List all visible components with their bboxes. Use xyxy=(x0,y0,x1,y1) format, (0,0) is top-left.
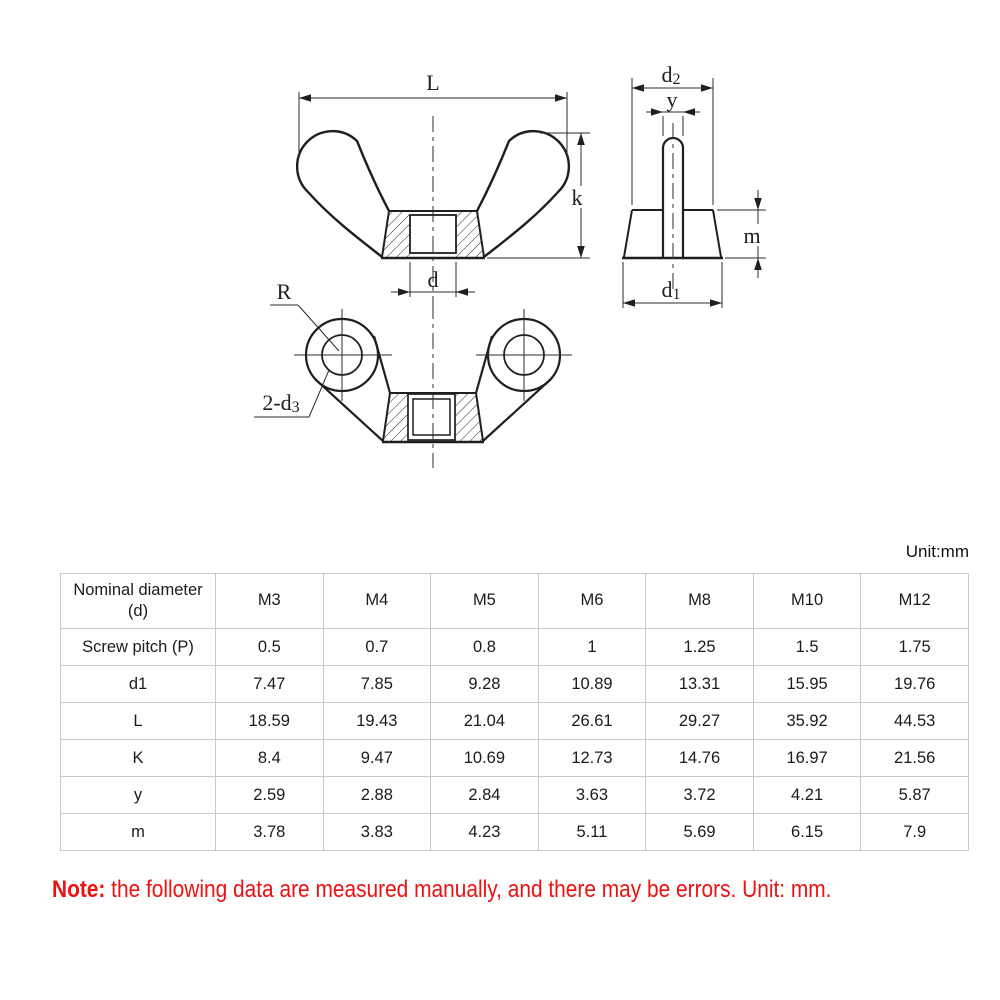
col-header-m12: M12 xyxy=(861,574,969,629)
unit-label: Unit:mm xyxy=(905,542,969,561)
cell: 9.28 xyxy=(431,666,539,703)
cell: 19.43 xyxy=(323,703,431,740)
dim-label-d1: d1 xyxy=(661,277,681,303)
right-wing-outline xyxy=(477,131,569,257)
side-view xyxy=(622,62,766,308)
row-label: m xyxy=(61,814,216,851)
table-row-y xyxy=(61,777,969,814)
cell: 10.89 xyxy=(538,666,646,703)
row-label: d1 xyxy=(61,666,216,703)
col-header-m3: M3 xyxy=(216,574,324,629)
dim-label-2d3: 2-d3 xyxy=(262,390,300,416)
cell: 7.85 xyxy=(323,666,431,703)
cell: 5.11 xyxy=(538,814,646,851)
table-row-L xyxy=(61,703,969,740)
col-header-m4: M4 xyxy=(323,574,431,629)
note-prefix: Note: xyxy=(52,876,106,903)
front-view xyxy=(297,70,590,306)
cell: 29.27 xyxy=(646,703,754,740)
row-label: K xyxy=(61,740,216,777)
plan-view xyxy=(254,279,572,468)
cell: 18.59 xyxy=(216,703,324,740)
row-label: L xyxy=(61,703,216,740)
plan-square-outer xyxy=(408,394,455,440)
table-row-m xyxy=(61,814,969,851)
side-hub-side-left xyxy=(624,210,632,257)
cell: 0.7 xyxy=(323,629,431,666)
note-body: the following data are measured manually, and there may be errors. Unit: mm. xyxy=(105,876,832,903)
plan-right-wing-outer xyxy=(483,379,551,441)
dim-label-L: L xyxy=(426,70,440,95)
col-header-m6: M6 xyxy=(538,574,646,629)
cell: 19.76 xyxy=(861,666,969,703)
cell: 0.8 xyxy=(431,629,539,666)
cell: 5.87 xyxy=(861,777,969,814)
cell: 3.63 xyxy=(538,777,646,814)
cell: 7.9 xyxy=(861,814,969,851)
cell: 4.21 xyxy=(753,777,861,814)
plan-square-inner xyxy=(413,399,450,435)
table-header-row xyxy=(61,574,969,629)
cell: 12.73 xyxy=(538,740,646,777)
dim-label-d2: d2 xyxy=(661,62,681,88)
cell: 26.61 xyxy=(538,703,646,740)
table-row-K xyxy=(61,740,969,777)
cell: 5.69 xyxy=(646,814,754,851)
cell: 8.4 xyxy=(216,740,324,777)
cell: 6.15 xyxy=(753,814,861,851)
cell: 1.5 xyxy=(753,629,861,666)
cell: 1.75 xyxy=(861,629,969,666)
cell: 13.31 xyxy=(646,666,754,703)
cell: 21.04 xyxy=(431,703,539,740)
row-label-nominal-diameter: Nominal diameter (d) xyxy=(61,574,216,629)
cell: 9.47 xyxy=(323,740,431,777)
row-label: Screw pitch (P) xyxy=(61,629,216,666)
cell: 14.76 xyxy=(646,740,754,777)
cell: 2.88 xyxy=(323,777,431,814)
cell: 3.78 xyxy=(216,814,324,851)
row-label: y xyxy=(61,777,216,814)
cell: 1 xyxy=(538,629,646,666)
cell: 10.69 xyxy=(431,740,539,777)
dimension-table xyxy=(60,573,969,851)
cell: 3.72 xyxy=(646,777,754,814)
cell: 1.25 xyxy=(646,629,754,666)
dim-label-d: d xyxy=(427,267,439,292)
cell: 2.84 xyxy=(431,777,539,814)
cell: 4.23 xyxy=(431,814,539,851)
cell: 7.47 xyxy=(216,666,324,703)
dim-label-y: y xyxy=(666,87,678,112)
dim-label-R: R xyxy=(276,279,292,304)
cell: 44.53 xyxy=(861,703,969,740)
cell: 0.5 xyxy=(216,629,324,666)
plan-left-wing-outer xyxy=(315,379,383,441)
left-wing-outline xyxy=(297,131,389,257)
dim-label-m: m xyxy=(743,223,761,248)
cell: 3.83 xyxy=(323,814,431,851)
note-text xyxy=(52,876,948,904)
table-row-screw-pitch xyxy=(61,629,969,666)
col-header-m10: M10 xyxy=(753,574,861,629)
cell: 2.59 xyxy=(216,777,324,814)
col-header-m8: M8 xyxy=(646,574,754,629)
side-hub-side-right xyxy=(713,210,721,257)
cell: 21.56 xyxy=(861,740,969,777)
dim-label-k: k xyxy=(571,185,583,210)
table-row-d1 xyxy=(61,666,969,703)
cell: 16.97 xyxy=(753,740,861,777)
cell: 35.92 xyxy=(753,703,861,740)
col-header-m5: M5 xyxy=(431,574,539,629)
radius-callout xyxy=(270,305,339,351)
cell: 15.95 xyxy=(753,666,861,703)
